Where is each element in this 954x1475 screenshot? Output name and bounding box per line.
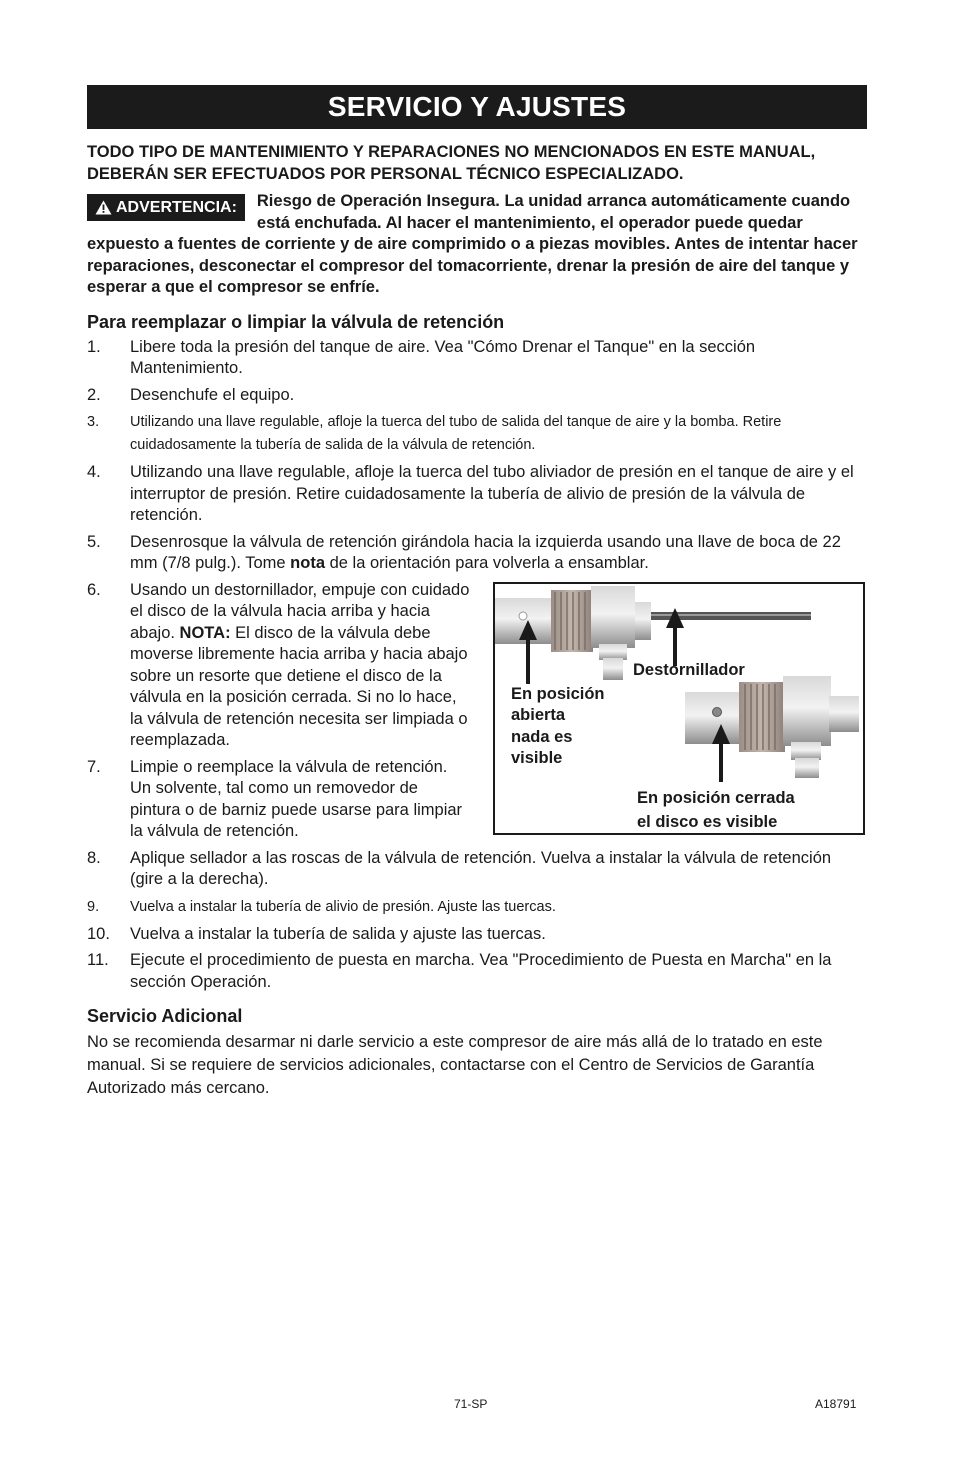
step-text-b: El disco de la válvula debe moverse libremente hacia arriba y hacia abajo sobre un resorte que detiene el disco de la válvula en la posición cerrada. Si no lo hace, la válvula de retención necesita ser limpiada o reemplazada. (130, 623, 468, 749)
step-text-bold: NOTA: (179, 623, 231, 642)
label-open-line: visible (511, 749, 563, 767)
section-heading-check-valve: Para reemplazar o limpiar la válvula de retención (87, 311, 505, 332)
steps-list-part3 (87, 848, 867, 994)
step-number: 6. (87, 580, 101, 599)
list-item (87, 757, 470, 843)
list-item (87, 411, 867, 457)
step-text: Desenchufe el equipo. (130, 385, 295, 404)
step-number: 5. (87, 532, 101, 551)
list-item (87, 848, 867, 891)
page-title-text: SERVICIO Y AJUSTES (327, 91, 627, 122)
step-text: Limpie o reemplace la válvula de retención. Un solvente, tal como un removedor de pintura o de barniz puede usarse para limpiar la válvula de retención. (130, 757, 463, 840)
step-number: 10. (87, 924, 110, 943)
label-open-line: nada es (511, 727, 573, 746)
label-open-line: En posición (511, 684, 605, 703)
page-number: 71-SP (454, 1397, 488, 1411)
warning-triangle-icon (95, 200, 112, 215)
step-number: 1. (87, 337, 101, 356)
document-code: A18791 (815, 1397, 857, 1411)
step-number: 9. (87, 898, 100, 915)
step-number: 11. (87, 951, 109, 969)
step-text: Libere toda la presión del tanque de aire. Vea "Cómo Drenar el Tanque" en la sección Mantenimiento. (130, 337, 756, 377)
step-number: 7. (87, 757, 101, 776)
warning-text: Riesgo de Operación Insegura. La unidad arranca automáticamente cuando está enchufada. Al hacer el mantenimiento, el operador puede quedar expuesto a fuentes de corriente y de aire comprimido o a piezas movibles. Antes de intentar hacer reparaciones, desconectar el compresor del tomacorriente, drenar la presión de aire del tanque y esperar a que el compresor se enfríe. (87, 192, 858, 296)
step-text: Vuelva a instalar la tubería de alivio de presión. Ajuste las tuercas. (130, 898, 556, 915)
list-item (87, 580, 470, 752)
step-number: 2. (87, 385, 101, 404)
intro-notice: TODO TIPO DE MANTENIMIENTO Y REPARACIONES NO MENCIONADOS EN ESTE MANUAL, DEBERÁN SER EFECTUADOS POR PERSONAL TÉCNICO ESPECIALIZADO. (87, 143, 816, 183)
warning-block (87, 191, 867, 299)
warning-badge (87, 194, 245, 221)
check-valve-figure (493, 582, 865, 835)
label-closed-line: En posición cerrada (637, 788, 795, 807)
label-closed-line: el disco es visible (637, 812, 778, 831)
list-item (87, 532, 867, 575)
page-title (87, 85, 867, 129)
additional-service-section (87, 1005, 867, 1100)
label-open-position (511, 684, 605, 770)
step-number: 8. (87, 848, 101, 867)
warning-badge-label: ADVERTENCIA: (116, 198, 237, 216)
step-text: Utilizando una llave regulable, afloje la tuerca del tubo de salida del tanque de aire y la bomba. Retire cuidadosamente la tubería de salida de la válvula de retención. (130, 414, 782, 453)
list-item (87, 337, 867, 380)
step-number: 3. (87, 414, 100, 430)
step-text-a: Usando un destornillador, empuje con cuidado el disco de la válvula hacia arriba y hacia abajo. (130, 580, 470, 642)
list-item (87, 950, 867, 993)
step-text-bold: nota (290, 554, 326, 572)
step-text: Aplique sellador a las roscas de la válvula de retención. Vuelva a instalar la válvula de retención (gire a la derecha). (130, 848, 832, 888)
section-heading-additional-service: Servicio Adicional (87, 1006, 243, 1026)
list-item (87, 896, 867, 919)
step-text: Utilizando una llave regulable, afloje la tuerca del tubo aliviador de presión en el tanque de aire y el interruptor de presión. Retire cuidadosamente la tubería de alivio de presión de la válvula de retención. (130, 463, 854, 524)
step-text: Ejecute el procedimiento de puesta en marcha. Vea "Procedimiento de Puesta en Marcha" en la sección Operación. (130, 951, 832, 991)
label-screwdriver: Destornillador (633, 660, 745, 679)
list-item (87, 462, 867, 527)
label-open-line: abierta (511, 706, 566, 724)
step-text-a: Desenrosque la válvula de retención girándola hacia la izquierda usando una llave de boca de 22 mm (7/8 pulg.). Tome (130, 532, 841, 572)
step-text: Vuelva a instalar la tubería de salida y ajuste las tuercas. (130, 924, 546, 943)
additional-service-text: No se recomienda desarmar ni darle servicio a este compresor de aire más allá de lo tratado en este manual. Si se requiere de servicios adicionales, contactarse con el Centro de Servicios de Garantía Autorizado más cercano. (87, 1033, 823, 1097)
steps-list-part1 (87, 337, 867, 575)
list-item (87, 924, 867, 946)
steps-with-figure (87, 580, 867, 843)
step-number: 4. (87, 463, 101, 481)
step-text-b: de la orientación para volverla a ensamblar. (325, 554, 649, 572)
label-closed-position (637, 786, 795, 834)
page-content (87, 85, 867, 1100)
list-item (87, 385, 867, 407)
